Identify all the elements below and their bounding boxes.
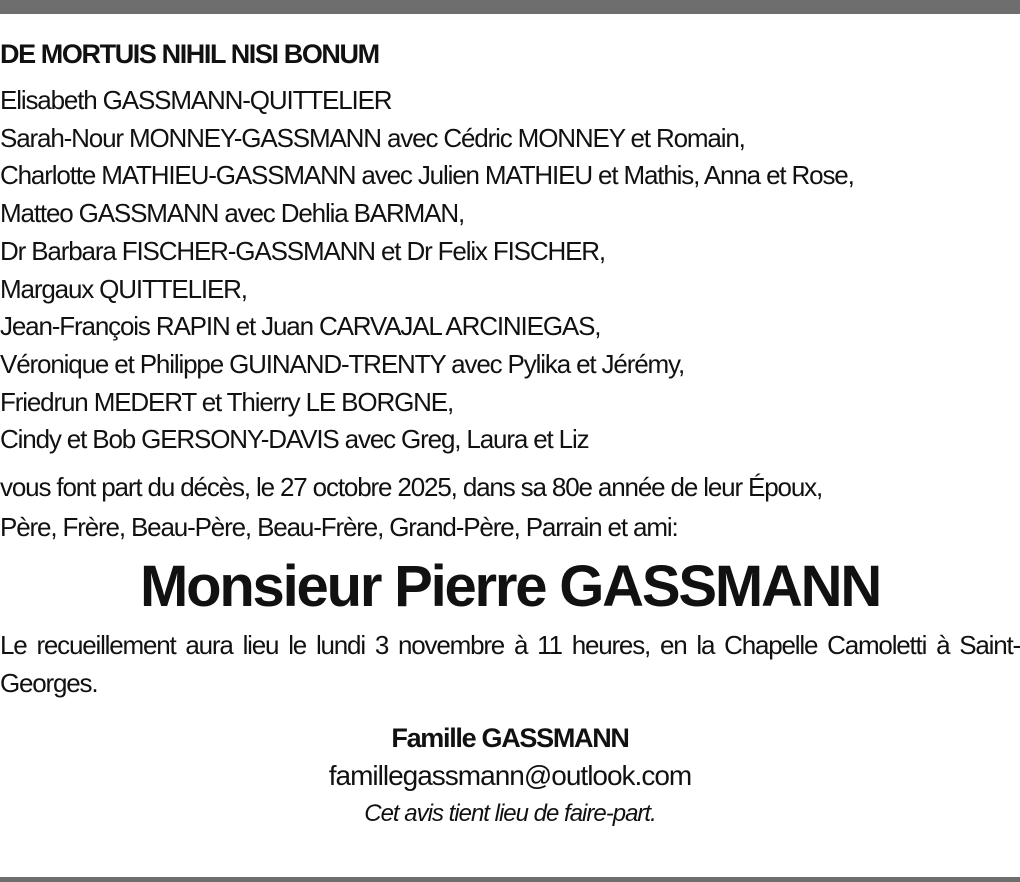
- mourner-line: Dr Barbara FISCHER-GASSMANN et Dr Felix FISCHER,: [0, 235, 606, 266]
- motto: DE MORTUIS NIHIL NISI BONUM: [0, 39, 379, 69]
- mourner-line: Friedrun MEDERT et Thierry LE BORGNE,: [0, 386, 454, 417]
- signature-block: [0, 720, 1020, 834]
- death-notice: [0, 14, 1020, 834]
- ceremony-details: Le recueillement aura lieu le lundi 3 novembre à 11 heures, en la Chapelle Camoletti à Saint-Georges.: [0, 630, 1020, 699]
- family-signature: Famille GASSMANN: [391, 723, 629, 754]
- mourner-line: Margaux QUITTELIER,: [0, 273, 247, 304]
- announcement-line: vous font part du décès, le 27 octobre 2025, dans sa 80e année de leur Époux,: [0, 472, 823, 503]
- announcement-line: Père, Frère, Beau-Père, Beau-Frère, Grand-Père, Parrain et ami:: [0, 512, 678, 543]
- announcement: [0, 467, 1020, 547]
- mourner-line: Jean-François RAPIN et Juan CARVAJAL ARCINIEGAS,: [0, 311, 601, 342]
- notice-note: Cet avis tient lieu de faire-part.: [364, 800, 656, 828]
- mourner-line: Matteo GASSMANN avec Dehlia BARMAN,: [0, 198, 465, 229]
- deceased-name: Monsieur Pierre GASSMANN: [139, 554, 881, 620]
- top-rule: [0, 0, 1020, 14]
- mourner-line: Charlotte MATHIEU-GASSMANN avec Julien MATHIEU et Mathis, Anna et Rose,: [0, 160, 854, 191]
- mourner-line: Sarah-Nour MONNEY-GASSMANN avec Cédric MONNEY et Romain,: [0, 122, 745, 153]
- mourner-line: Véronique et Philippe GUINAND-TRENTY avec Pylika et Jérémy,: [0, 348, 685, 379]
- mourner-line: Elisabeth GASSMANN-QUITTELIER: [0, 85, 392, 115]
- bottom-rule: [0, 877, 1020, 882]
- mourners-list: [0, 82, 1020, 459]
- mourner-line: Cindy et Bob GERSONY-DAVIS avec Greg, Laura et Liz: [0, 424, 589, 455]
- contact-email: famillegassmann@outlook.com: [328, 760, 692, 792]
